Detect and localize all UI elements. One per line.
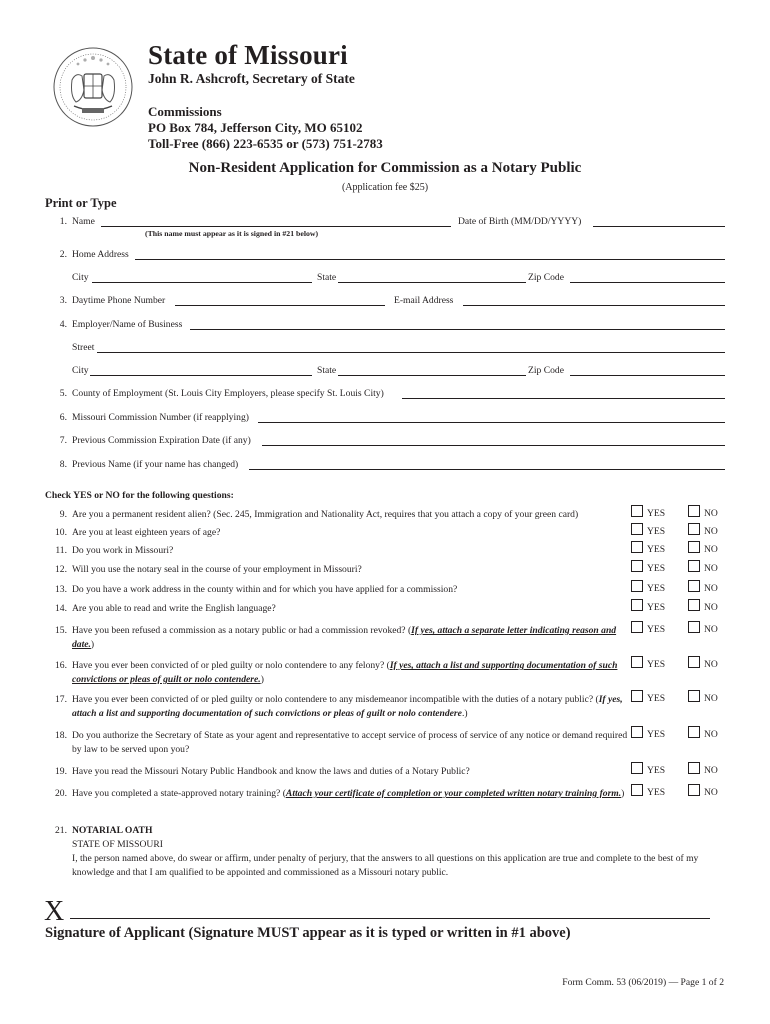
employer-row [45, 319, 725, 333]
question-text-end: ) [260, 674, 264, 685]
checkbox-square[interactable] [631, 784, 643, 796]
yes-label: YES [647, 508, 666, 519]
checkbox-square[interactable] [631, 621, 643, 633]
yes-label: YES [647, 659, 666, 670]
yes-label: YES [647, 729, 666, 740]
checkbox-square[interactable] [631, 560, 643, 572]
home-address-row [45, 249, 725, 263]
state-title: State of Missouri [148, 40, 348, 70]
question-text: Have you been refused a commission as a notary public or had a commission revoked? ( [72, 625, 412, 636]
previous-name-row [45, 459, 725, 473]
county-label: County of Employment (St. Louis City Employers, please specify St. Louis City) [72, 388, 384, 399]
signature-field[interactable] [70, 918, 710, 919]
checkbox-square[interactable] [631, 656, 643, 668]
no-label: NO [704, 526, 718, 537]
question-text: Are you at least eighteen years of age? [72, 527, 221, 538]
no-label: NO [704, 602, 718, 613]
email-label: E-mail Address [394, 295, 454, 306]
question-text: Have you read the Missouri Notary Public Handbook and know the laws and duties of a Notary Public? [72, 766, 470, 777]
question-text: Have you completed a state-approved notary training? ( [72, 788, 286, 799]
yes-label: YES [647, 583, 666, 594]
question-number: 12. [55, 564, 67, 575]
field-number: 7. [59, 435, 67, 446]
checkbox-square[interactable] [688, 580, 700, 592]
home-state-field[interactable] [338, 272, 526, 283]
checkbox-square[interactable] [688, 541, 700, 553]
field-number: 5. [59, 388, 67, 399]
home-address-field[interactable] [135, 249, 725, 260]
no-label: NO [704, 729, 718, 740]
commission-number-field[interactable] [258, 412, 725, 423]
question-instruction: If yes, attach a separate letter indicating reason and date. [72, 625, 617, 650]
question-number: 11. [55, 545, 67, 556]
employer-zip-field[interactable] [570, 365, 725, 376]
name-label: Name [72, 216, 95, 227]
question-text: Are you able to read and write the English language? [72, 603, 276, 614]
expiration-field[interactable] [262, 435, 725, 446]
no-label: NO [704, 624, 718, 635]
no-label: NO [704, 563, 718, 574]
question-number: 20. [55, 788, 67, 799]
city-label: City [72, 365, 89, 376]
question-text-end: ) [621, 788, 625, 799]
previous-name-field[interactable] [249, 459, 725, 470]
yes-label: YES [647, 544, 666, 555]
yes-label: YES [647, 602, 666, 613]
question-number: 9. [59, 509, 67, 520]
street-row [45, 342, 725, 356]
questions-heading: Check YES or NO for the following questions: [45, 490, 234, 501]
name-row [45, 216, 725, 230]
previous-name-label: Previous Name (if your name has changed) [72, 459, 239, 470]
checkbox-square[interactable] [688, 560, 700, 572]
checkbox-square[interactable] [631, 599, 643, 611]
name-note: (This name must appear as it is signed in #21 below) [145, 229, 319, 238]
employer-field[interactable] [190, 319, 725, 330]
checkbox-square[interactable] [631, 690, 643, 702]
oath-title: NOTARIAL OATH [72, 825, 153, 836]
field-number: 8. [59, 459, 67, 470]
county-field[interactable] [402, 388, 725, 399]
missouri-seal-icon [52, 46, 134, 128]
checkbox-square[interactable] [688, 621, 700, 633]
form-footer: Form Comm. 53 (06/2019) — Page 1 of 2 [562, 977, 724, 988]
checkbox-square[interactable] [631, 523, 643, 535]
question-text: Do you have a work address in the county within and for which you have applied for a commission? [72, 584, 458, 595]
home-city-row [45, 272, 725, 286]
secretary-name: John R. Ashcroft, Secretary of State [148, 71, 355, 86]
checkbox-square[interactable] [631, 541, 643, 553]
phone-label: Daytime Phone Number [72, 295, 166, 306]
oath-state: STATE OF MISSOURI [72, 839, 163, 850]
county-row [45, 388, 725, 402]
question-number: 10. [55, 527, 67, 538]
checkbox-square[interactable] [688, 726, 700, 738]
checkbox-square[interactable] [631, 580, 643, 592]
home-address-label: Home Address [72, 249, 129, 260]
yes-label: YES [647, 624, 666, 635]
employer-city-row [45, 365, 725, 379]
field-number: 6. [59, 412, 67, 423]
no-label: NO [704, 508, 718, 519]
question-text: Will you use the notary seal in the course of your employment in Missouri? [72, 564, 362, 575]
checkbox-square[interactable] [688, 784, 700, 796]
no-label: NO [704, 659, 718, 670]
dob-label: Date of Birth (MM/DD/YYYY) [458, 216, 582, 227]
checkbox-square[interactable] [688, 523, 700, 535]
field-number: 1. [59, 216, 67, 227]
oath-number: 21. [55, 825, 67, 836]
signature-caption: Signature of Applicant (Signature MUST appear as it is typed or written in #1 above) [45, 925, 571, 941]
phone-numbers: Toll-Free (866) 223-6535 or (573) 751-2783 [148, 136, 383, 151]
yes-label: YES [647, 526, 666, 537]
checkbox-square[interactable] [688, 762, 700, 774]
employer-street-field[interactable] [97, 342, 725, 353]
question-text-end: .) [461, 708, 468, 719]
employer-label: Employer/Name of Business [72, 319, 183, 330]
question-number: 15. [55, 625, 67, 636]
zip-label: Zip Code [528, 272, 564, 283]
phone-row [45, 295, 725, 309]
no-label: NO [704, 583, 718, 594]
no-label: NO [704, 544, 718, 555]
checkbox-square[interactable] [631, 505, 643, 517]
field-number: 4. [59, 319, 67, 330]
question-number: 17. [55, 694, 67, 705]
checkbox-square[interactable] [688, 656, 700, 668]
expiration-label: Previous Commission Expiration Date (if any) [72, 435, 251, 446]
state-label: State [317, 365, 337, 376]
question-instruction: Attach your certificate of completion or your completed written notary training form. [285, 788, 622, 799]
checkbox-square[interactable] [631, 762, 643, 774]
checkbox-square[interactable] [631, 726, 643, 738]
phone-field[interactable] [175, 295, 385, 306]
application-fee: (Application fee $25) [341, 182, 429, 193]
question-text: Have you ever been convicted of or pled guilty or nolo contendere to any misdemeanor incompatible with the duties of a notary public? ( [72, 694, 599, 705]
question-number: 18. [55, 730, 67, 741]
no-label: NO [704, 765, 718, 776]
question-text: Are you a permanent resident alien? (Sec. 245, Immigration and Nationality Act, requires that you attach a copy of your green card) [72, 509, 579, 520]
commission-number-row [45, 412, 725, 426]
state-label: State [317, 272, 337, 283]
name-field[interactable] [101, 216, 451, 227]
checkbox-square[interactable] [688, 599, 700, 611]
yes-label: YES [647, 787, 666, 798]
home-zip-field[interactable] [570, 272, 725, 283]
yes-label: YES [647, 693, 666, 704]
question-text: Do you work in Missouri? [72, 545, 174, 556]
city-label: City [72, 272, 89, 283]
signature-x-mark: X [44, 896, 65, 927]
field-number: 2. [59, 249, 67, 260]
question-number: 16. [55, 660, 67, 671]
question-text: Do you authorize the Secretary of State as your agent and representative to accept service of process of service of any notice or demand required by law to be served upon you? [72, 730, 628, 755]
no-label: NO [704, 693, 718, 704]
question-text-end: ) [90, 639, 95, 650]
expiration-row [45, 435, 725, 449]
dob-field[interactable] [593, 216, 725, 227]
no-label: NO [704, 787, 718, 798]
checkbox-square[interactable] [688, 505, 700, 517]
mailing-address: PO Box 784, Jefferson City, MO 65102 [148, 120, 363, 135]
commission-number-label: Missouri Commission Number (if reapplying) [72, 412, 249, 423]
yes-label: YES [647, 563, 666, 574]
yes-label: YES [647, 765, 666, 776]
department: Commissions [148, 104, 222, 119]
print-or-type-heading: Print or Type [45, 196, 117, 210]
zip-label: Zip Code [528, 365, 564, 376]
email-field[interactable] [463, 295, 725, 306]
question-number: 19. [55, 766, 67, 777]
home-city-field[interactable] [92, 272, 312, 283]
employer-city-field[interactable] [90, 365, 312, 376]
form-title: Non-Resident Application for Commission as a Notary Public [188, 160, 582, 176]
question-number: 14. [55, 603, 67, 614]
field-number: 3. [59, 295, 67, 306]
employer-state-field[interactable] [338, 365, 526, 376]
street-label: Street [72, 342, 95, 353]
oath-text: I, the person named above, do swear or affirm, under penalty of perjury, that the answers to all questions on this application are true and complete to the best of my knowledge and that I am qualified to be appointed and commissioned as a Missouri notary public. [72, 853, 699, 878]
question-instruction: If yes, attach a list and supporting documentation of such convictions or pleas of guilt or nolo contendere [72, 694, 623, 719]
checkbox-square[interactable] [688, 690, 700, 702]
question-number: 13. [55, 584, 67, 595]
question-text: Have you ever been convicted of or pled guilty or nolo contendere to any felony? ( [72, 660, 390, 671]
question-instruction: If yes, attach a list and supporting documentation of such convictions or pleas of guilt or nolo contendere. [72, 660, 618, 685]
